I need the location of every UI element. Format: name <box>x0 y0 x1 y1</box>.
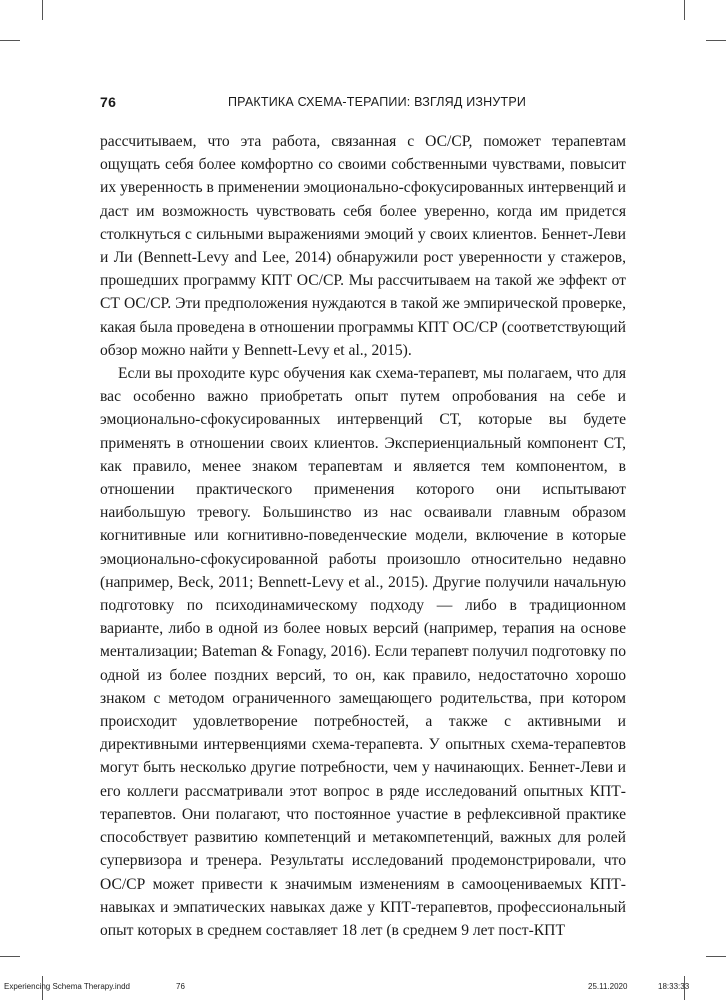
crop-mark-left-lower <box>0 956 20 957</box>
crop-mark-right-lower <box>706 956 726 957</box>
slug-page: 76 <box>176 982 185 991</box>
crop-mark-right-upper <box>706 40 726 41</box>
paragraph-2: Если вы проходите курс обучения как схема-терапевт, мы полагаем, что для вас особенно важно приобретать опыт путем опробования на себе и эмоционально-сфокусированных интервенций СТ, которые вы будете применять в отношении своих клиентов. Экспериенциальный компонент СТ, как правило, менее знаком терапевтам и является тем компонентом, в отношении практического применения которого они испытывают наибольшую тревогу. Большинство из нас осваивали главным образом когнитивные или когнитивно-поведенческие модели, включение в которые эмоционально-сфокусированной работы произошло относительно недавно (например, Beck, 2011; Bennett-Levy et al., 2015). Другие получили начальную подготовку по психодинамическому подходу — либо в традиционном варианте, либо в одной из более новых версий (например, терапия на основе ментализации; Bateman & Fonagy, 2016). Если терапевт получил подготовку по одной из более поздних версий, то он, как правило, недостаточно хорошо знаком с методом ограниченного замещающего родительства, при котором происходит удовлетворение потребностей, а также с активными и директивными интервенциями схема-терапевта. У опытных схема-терапевтов могут быть несколько другие потребности, чем у начинающих. Беннет-Леви и его коллеги рассматривали этот вопрос в ряде исследований опытных КПТ-терапевтов. Они полагают, что постоянное участие в рефлексивной практике способствует развитию компетенций и метакомпетенций, важных для ролей супервизора и тренера. Результаты исследований продемонстрировали, что ОС/СР может привести к значимым изменениям в самооцениваемых КПТ-навыках и эмпатических навыках даже у КПТ-терапевтов, профессиональный опыт которых в среднем составляет 18 лет (в среднем 9 лет пост-КПТ <box>100 365 627 939</box>
running-title: ПРАКТИКА СХЕМА-ТЕРАПИИ: ВЗГЛЯД ИЗНУТРИ <box>228 95 527 109</box>
page-number: 76 <box>100 94 117 110</box>
crop-mark-top-right <box>684 0 685 20</box>
slug-time: 18:33:33 <box>658 982 690 991</box>
body-text <box>100 130 626 942</box>
paragraph-1: рассчитываем, что эта работа, связанная с ОС/СР, поможет терапевтам ощущать себя более комфортно со своими собственными чувствами, повысит их уверенность в применении эмоционально-сфокусированных интервенций и даст им возможность чувствовать себя более уверенно, когда им придется столкнуться с сильными выражениями эмоций у своих клиентов. Беннет-Леви и Ли (Bennett-Levy and Lee, 2014) обнаружили рост уверенности у стажеров, прошедших программу КПТ ОС/СР. Мы рассчитываем на такой же эффект от СТ ОС/СР. Эти предположения нуждаются в такой же эмпирической проверке, какая была проведена в отношении программы КПТ ОС/СР (соответствующий обзор можно найти у Bennett-Levy et al., 2015). <box>100 133 626 359</box>
crop-mark-top-left <box>42 0 43 20</box>
slug-date: 25.11.2020 <box>588 982 628 991</box>
page-header <box>100 94 626 114</box>
slug-file-name: Experiencing Schema Therapy.indd <box>4 982 130 991</box>
crop-mark-left-upper <box>0 40 20 41</box>
